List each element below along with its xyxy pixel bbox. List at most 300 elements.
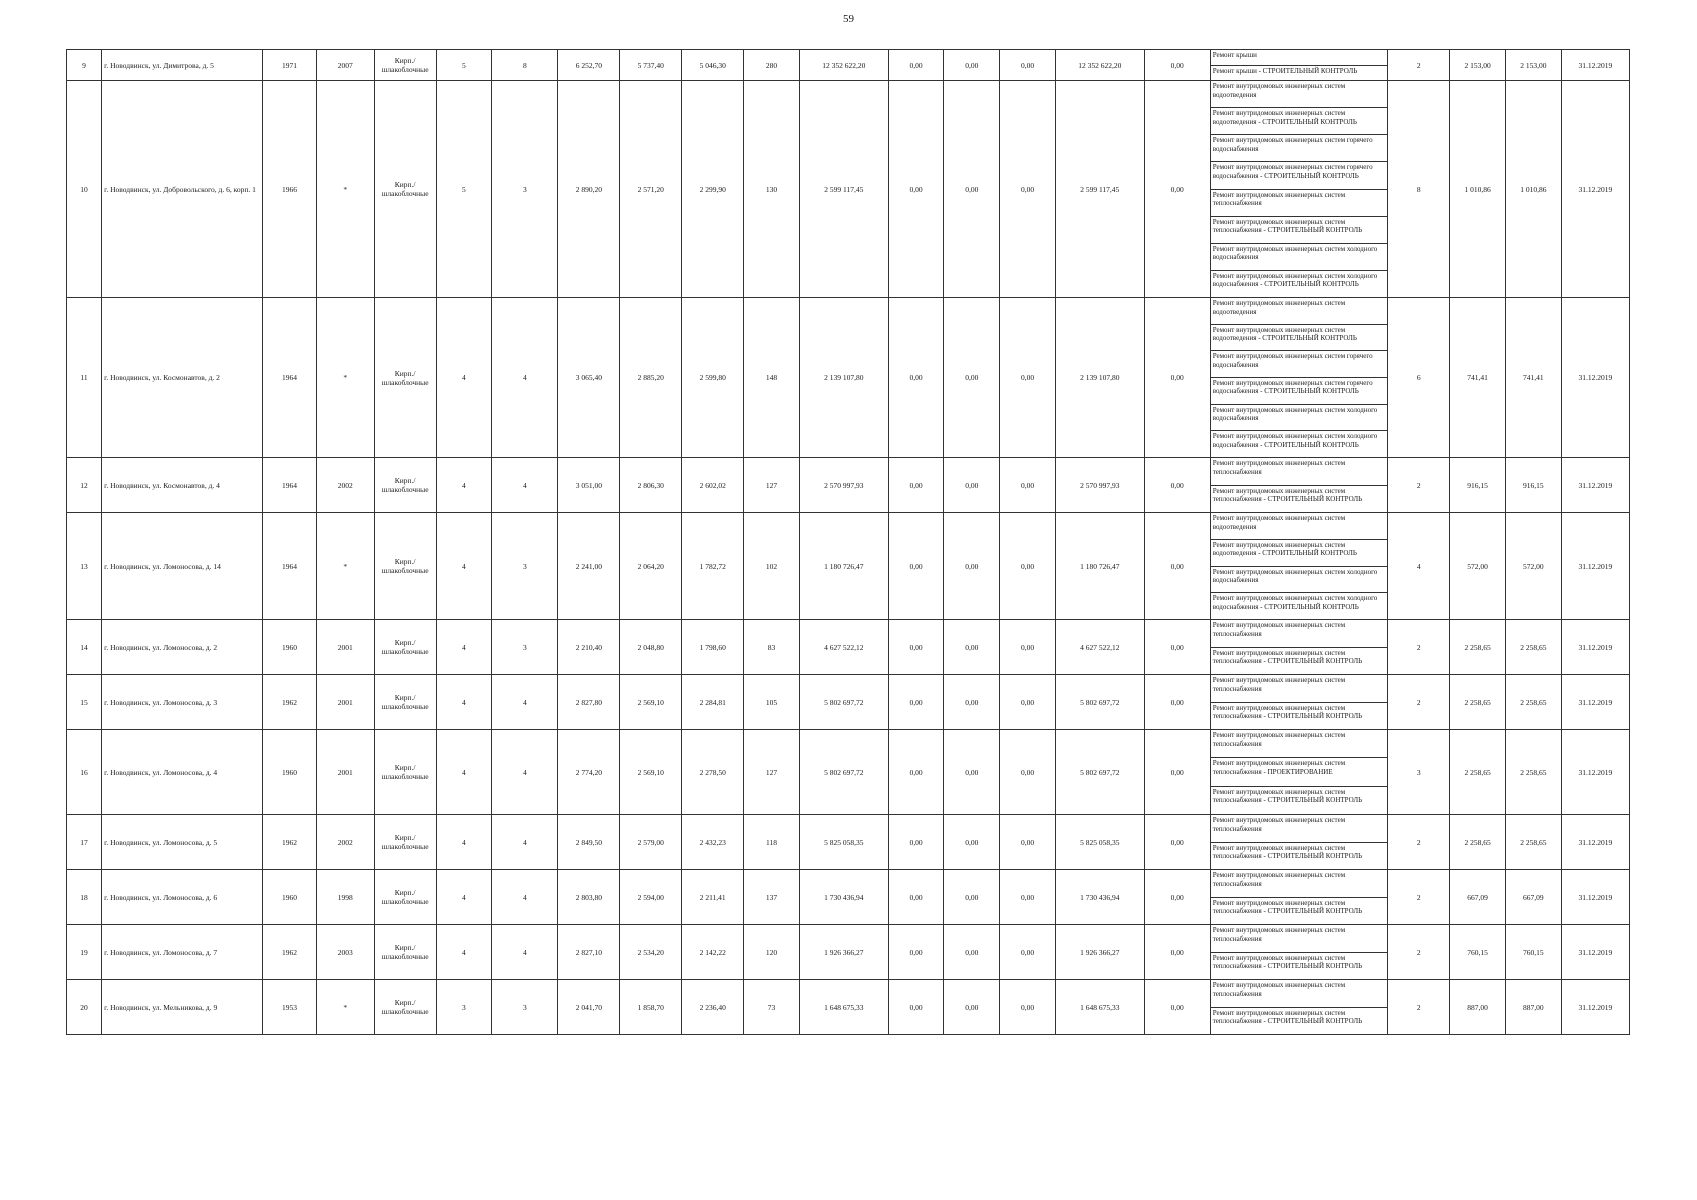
area-living-cell: 2 571,20 [620,81,682,298]
works-count-cell: 2 [1388,925,1450,980]
cost-fund-cell: 0,00 [888,815,944,870]
year-built-cell: 1964 [263,458,317,513]
cost-budget-local-cell: 0,00 [1000,730,1056,815]
deadline-cell: 31.12.2019 [1561,870,1629,925]
cost-budget-region-cell: 0,00 [944,925,1000,980]
work-item: Ремонт внутридомовых инженерных систем водоотведения - СТРОИТЕЛЬНЫЙ КОНТРОЛЬ [1211,540,1388,567]
cost-budget-local-cell: 0,00 [1000,815,1056,870]
row-number: 18 [67,870,102,925]
residents-cell: 102 [744,513,800,620]
area-residential-cell: 2 599,80 [682,298,744,458]
address-cell: г. Новодвинск, ул. Ломоносова, д. 4 [102,730,263,815]
entrances-cell: 4 [492,925,558,980]
work-item: Ремонт внутридомовых инженерных систем горячего водоснабжения [1211,351,1388,378]
wall-material-cell: Кирп./ шлакоблочные [374,980,436,1035]
cost-budget-local-cell: 0,00 [1000,298,1056,458]
year-overhaul-cell: 2003 [316,925,374,980]
unit-cost-cell: 572,00 [1450,513,1506,620]
entrances-cell: 3 [492,513,558,620]
area-total-cell: 2 241,00 [558,513,620,620]
work-item: Ремонт внутридомовых инженерных систем горячего водоснабжения - СТРОИТЕЛЬНЫЙ КОНТРОЛЬ [1211,162,1388,189]
cost-owners-cell: 4 627 522,12 [1055,620,1144,675]
residents-cell: 127 [744,458,800,513]
cost-other-cell: 0,00 [1144,513,1210,620]
area-living-cell: 2 579,00 [620,815,682,870]
address-cell: г. Новодвинск, ул. Мельникова, д. 9 [102,980,263,1035]
works-count-cell: 6 [1388,298,1450,458]
work-item: Ремонт внутридомовых инженерных систем холодного водоснабжения - СТРОИТЕЛЬНЫЙ КОНТРОЛЬ [1212,432,1378,449]
area-living-cell: 2 064,20 [620,513,682,620]
entrances-cell: 4 [492,675,558,730]
cost-fund-cell: 0,00 [888,730,944,815]
cost-budget-local-cell: 0,00 [1000,980,1056,1035]
table-row [67,815,1630,870]
deadline-cell: 31.12.2019 [1561,815,1629,870]
address-cell: г. Новодвинск, ул. Димитрова, д. 5 [102,50,263,81]
entrances-cell: 4 [492,298,558,458]
table-row [67,620,1630,675]
cost-total-cell: 1 730 436,94 [799,870,888,925]
unit-cost-cell: 2 153,00 [1450,50,1506,81]
area-total-cell: 2 890,20 [558,81,620,298]
work-item: Ремонт внутридомовых инженерных систем водоотведения [1211,513,1388,540]
floors-cell: 5 [436,81,492,298]
cost-other-cell: 0,00 [1144,458,1210,513]
residents-cell: 83 [744,620,800,675]
wall-material-cell: Кирп./ шлакоблочные [374,675,436,730]
table-row [67,980,1630,1035]
floors-cell: 4 [436,298,492,458]
work-item: Ремонт внутридомовых инженерных систем теплоснабжения [1211,980,1388,1008]
unit-cost-max-cell: 2 258,65 [1505,815,1561,870]
floors-cell: 5 [436,50,492,81]
works-list-cell [1210,620,1388,675]
year-overhaul-cell: 2002 [316,815,374,870]
cost-fund-cell: 0,00 [888,925,944,980]
cost-budget-local-cell: 0,00 [1000,458,1056,513]
work-item: Ремонт внутридомовых инженерных систем теплоснабжения [1211,815,1388,843]
cost-fund-cell: 0,00 [888,298,944,458]
row-number: 20 [67,980,102,1035]
table-row [67,925,1630,980]
work-item: Ремонт внутридомовых инженерных систем холодного водоснабжения [1211,244,1388,271]
unit-cost-cell: 2 258,65 [1450,675,1506,730]
floors-cell: 3 [436,980,492,1035]
year-built-cell: 1966 [263,81,317,298]
residents-cell: 127 [744,730,800,815]
row-number: 15 [67,675,102,730]
year-overhaul-cell: 1998 [316,870,374,925]
unit-cost-cell: 2 258,65 [1450,815,1506,870]
year-built-cell: 1971 [263,50,317,81]
cost-other-cell: 0,00 [1144,980,1210,1035]
unit-cost-max-cell: 1 010,86 [1505,81,1561,298]
area-total-cell: 2 210,40 [558,620,620,675]
residents-cell: 148 [744,298,800,458]
cost-budget-local-cell: 0,00 [1000,925,1056,980]
cost-budget-local-cell: 0,00 [1000,620,1056,675]
cost-budget-local-cell: 0,00 [1000,675,1056,730]
deadline-cell: 31.12.2019 [1561,458,1629,513]
year-overhaul-cell: 2007 [316,50,374,81]
work-item: Ремонт внутридомовых инженерных систем теплоснабжения [1211,925,1388,953]
year-overhaul-cell: 2001 [316,675,374,730]
cost-fund-cell: 0,00 [888,50,944,81]
area-residential-cell: 1 798,60 [682,620,744,675]
residents-cell: 137 [744,870,800,925]
unit-cost-cell: 741,41 [1450,298,1506,458]
table-row [67,675,1630,730]
address-cell: г. Новодвинск, ул. Ломоносова, д. 7 [102,925,263,980]
area-living-cell: 2 569,10 [620,730,682,815]
work-item: Ремонт внутридомовых инженерных систем теплоснабжения [1211,730,1388,758]
table-row [67,513,1630,620]
cost-total-cell: 1 926 366,27 [799,925,888,980]
cost-total-cell: 12 352 622,20 [799,50,888,81]
row-number: 14 [67,620,102,675]
year-built-cell: 1953 [263,980,317,1035]
year-overhaul-cell: * [316,980,374,1035]
row-number: 11 [67,298,102,458]
deadline-cell: 31.12.2019 [1561,298,1629,458]
row-number: 13 [67,513,102,620]
cost-other-cell: 0,00 [1144,870,1210,925]
wall-material-cell: Кирп./ шлакоблочные [374,730,436,815]
year-overhaul-cell: 2002 [316,458,374,513]
address-cell: г. Новодвинск, ул. Ломоносова, д. 6 [102,870,263,925]
works-list-cell [1210,81,1388,298]
cost-fund-cell: 0,00 [888,81,944,298]
entrances-cell: 4 [492,870,558,925]
deadline-cell: 31.12.2019 [1561,730,1629,815]
cost-fund-cell: 0,00 [888,675,944,730]
cost-owners-cell: 1 926 366,27 [1055,925,1144,980]
year-overhaul-cell: 2001 [316,730,374,815]
wall-material-cell: Кирп./ шлакоблочные [374,620,436,675]
works-list-cell [1210,980,1388,1035]
area-residential-cell: 2 299,90 [682,81,744,298]
deadline-cell: 31.12.2019 [1561,513,1629,620]
work-item: Ремонт внутридомовых инженерных систем теплоснабжения - СТРОИТЕЛЬНЫЙ КОНТРОЛЬ [1212,486,1363,503]
address-cell: г. Новодвинск, ул. Добровольского, д. 6, корп. 1 [102,81,263,298]
cost-budget-region-cell: 0,00 [944,298,1000,458]
unit-cost-cell: 916,15 [1450,458,1506,513]
cost-other-cell: 0,00 [1144,50,1210,81]
address-cell: г. Новодвинск, ул. Космонавтов, д. 4 [102,458,263,513]
area-living-cell: 2 885,20 [620,298,682,458]
work-item: Ремонт внутридомовых инженерных систем теплоснабжения - СТРОИТЕЛЬНЫЙ КОНТРОЛЬ [1212,703,1363,720]
cost-total-cell: 1 648 675,33 [799,980,888,1035]
unit-cost-max-cell: 2 258,65 [1505,620,1561,675]
area-residential-cell: 2 142,22 [682,925,744,980]
cost-budget-local-cell: 0,00 [1000,81,1056,298]
row-number: 12 [67,458,102,513]
address-cell: г. Новодвинск, ул. Ломоносова, д. 14 [102,513,263,620]
cost-other-cell: 0,00 [1144,81,1210,298]
cost-owners-cell: 2 139 107,80 [1055,298,1144,458]
floors-cell: 4 [436,513,492,620]
entrances-cell: 4 [492,730,558,815]
entrances-cell: 4 [492,815,558,870]
cost-total-cell: 4 627 522,12 [799,620,888,675]
cost-other-cell: 0,00 [1144,925,1210,980]
work-item: Ремонт внутридомовых инженерных систем теплоснабжения [1211,620,1388,648]
area-living-cell: 2 594,00 [620,870,682,925]
work-item: Ремонт внутридомовых инженерных систем теплоснабжения - СТРОИТЕЛЬНЫЙ КОНТРОЛЬ [1212,787,1363,805]
wall-material-cell: Кирп./ шлакоблочные [374,81,436,298]
year-built-cell: 1960 [263,870,317,925]
row-number: 17 [67,815,102,870]
year-built-cell: 1964 [263,298,317,458]
floors-cell: 4 [436,925,492,980]
area-total-cell: 2 041,70 [558,980,620,1035]
works-list-cell [1210,458,1388,513]
works-count-cell: 2 [1388,458,1450,513]
entrances-cell: 3 [492,620,558,675]
residents-cell: 120 [744,925,800,980]
floors-cell: 4 [436,870,492,925]
address-cell: г. Новодвинск, ул. Ломоносова, д. 5 [102,815,263,870]
cost-owners-cell: 5 802 697,72 [1055,730,1144,815]
cost-budget-region-cell: 0,00 [944,620,1000,675]
cost-budget-region-cell: 0,00 [944,980,1000,1035]
floors-cell: 4 [436,815,492,870]
work-item: Ремонт внутридомовых инженерных систем теплоснабжения - СТРОИТЕЛЬНЫЙ КОНТРОЛЬ [1211,217,1388,244]
work-item: Ремонт внутридомовых инженерных систем водоотведения - СТРОИТЕЛЬНЫЙ КОНТРОЛЬ [1211,108,1388,135]
cost-owners-cell: 5 825 058,35 [1055,815,1144,870]
residents-cell: 130 [744,81,800,298]
area-residential-cell: 1 782,72 [682,513,744,620]
year-built-cell: 1962 [263,925,317,980]
work-item: Ремонт внутридомовых инженерных систем теплоснабжения [1211,458,1388,486]
cost-budget-region-cell: 0,00 [944,81,1000,298]
works-list-cell [1210,815,1388,870]
unit-cost-max-cell: 572,00 [1505,513,1561,620]
year-overhaul-cell: * [316,513,374,620]
area-living-cell: 2 806,30 [620,458,682,513]
address-cell: г. Новодвинск, ул. Ломоносова, д. 3 [102,675,263,730]
cost-other-cell: 0,00 [1144,298,1210,458]
works-list-cell [1210,925,1388,980]
year-built-cell: 1964 [263,513,317,620]
unit-cost-cell: 1 010,86 [1450,81,1506,298]
table-row [67,458,1630,513]
work-item: Ремонт внутридомовых инженерных систем теплоснабжения - СТРОИТЕЛЬНЫЙ КОНТРОЛЬ [1212,648,1363,665]
work-item: Ремонт внутридомовых инженерных систем теплоснабжения - СТРОИТЕЛЬНЫЙ КОНТРОЛЬ [1212,898,1363,915]
capital-repair-table [66,49,1630,1035]
works-list-cell [1210,730,1388,815]
cost-total-cell: 1 180 726,47 [799,513,888,620]
cost-total-cell: 2 570 997,93 [799,458,888,513]
wall-material-cell: Кирп./ шлакоблочные [374,815,436,870]
area-total-cell: 2 827,10 [558,925,620,980]
area-residential-cell: 2 284,81 [682,675,744,730]
unit-cost-cell: 760,15 [1450,925,1506,980]
area-living-cell: 1 858,70 [620,980,682,1035]
work-item: Ремонт внутридомовых инженерных систем холодного водоснабжения [1211,567,1388,594]
work-item: Ремонт внутридомовых инженерных систем горячего водоснабжения [1211,135,1388,162]
floors-cell: 4 [436,730,492,815]
year-overhaul-cell: * [316,81,374,298]
cost-budget-region-cell: 0,00 [944,50,1000,81]
area-living-cell: 5 737,40 [620,50,682,81]
area-residential-cell: 5 046,30 [682,50,744,81]
cost-owners-cell: 2 570 997,93 [1055,458,1144,513]
cost-budget-region-cell: 0,00 [944,870,1000,925]
cost-owners-cell: 1 180 726,47 [1055,513,1144,620]
cost-budget-region-cell: 0,00 [944,675,1000,730]
address-cell: г. Новодвинск, ул. Ломоносова, д. 2 [102,620,263,675]
area-residential-cell: 2 211,41 [682,870,744,925]
works-list-cell [1210,675,1388,730]
work-item: Ремонт внутридомовых инженерных систем водоотведения [1211,81,1388,108]
deadline-cell: 31.12.2019 [1561,980,1629,1035]
work-item: Ремонт внутридомовых инженерных систем теплоснабжения - СТРОИТЕЛЬНЫЙ КОНТРОЛЬ [1212,1008,1363,1025]
floors-cell: 4 [436,675,492,730]
work-item: Ремонт внутридомовых инженерных систем холодного водоснабжения - СТРОИТЕЛЬНЫЙ КОНТРОЛЬ [1212,271,1378,289]
year-built-cell: 1962 [263,675,317,730]
row-number: 9 [67,50,102,81]
work-item: Ремонт внутридомовых инженерных систем холодного водоснабжения - СТРОИТЕЛЬНЫЙ КОНТРОЛЬ [1212,594,1378,611]
works-count-cell: 2 [1388,870,1450,925]
page-number: 59 [843,13,854,25]
works-count-cell: 2 [1388,50,1450,81]
cost-other-cell: 0,00 [1144,730,1210,815]
cost-total-cell: 2 139 107,80 [799,298,888,458]
works-list-cell [1210,298,1388,458]
cost-fund-cell: 0,00 [888,513,944,620]
cost-budget-local-cell: 0,00 [1000,870,1056,925]
wall-material-cell: Кирп./ шлакоблочные [374,298,436,458]
cost-owners-cell: 1 730 436,94 [1055,870,1144,925]
year-overhaul-cell: 2001 [316,620,374,675]
area-residential-cell: 2 432,23 [682,815,744,870]
wall-material-cell: Кирп./ шлакоблочные [374,458,436,513]
work-item: Ремонт внутридомовых инженерных систем теплоснабжения [1211,190,1388,217]
row-number: 16 [67,730,102,815]
work-item: Ремонт внутридомовых инженерных систем теплоснабжения - СТРОИТЕЛЬНЫЙ КОНТРОЛЬ [1212,953,1363,970]
year-built-cell: 1962 [263,815,317,870]
year-overhaul-cell: * [316,298,374,458]
wall-material-cell: Кирп./ шлакоблочные [374,870,436,925]
area-living-cell: 2 534,20 [620,925,682,980]
deadline-cell: 31.12.2019 [1561,620,1629,675]
residents-cell: 73 [744,980,800,1035]
works-count-cell: 2 [1388,815,1450,870]
cost-total-cell: 5 825 058,35 [799,815,888,870]
entrances-cell: 3 [492,980,558,1035]
residents-cell: 118 [744,815,800,870]
table-row [67,81,1630,298]
area-residential-cell: 2 236,40 [682,980,744,1035]
works-count-cell: 4 [1388,513,1450,620]
row-number: 19 [67,925,102,980]
table-row [67,298,1630,458]
cost-other-cell: 0,00 [1144,815,1210,870]
works-count-cell: 2 [1388,620,1450,675]
work-item: Ремонт крыши [1211,50,1388,66]
entrances-cell: 8 [492,50,558,81]
table-row [67,50,1630,81]
work-item: Ремонт внутридомовых инженерных систем теплоснабжения - ПРОЕКТИРОВАНИЕ [1211,758,1388,786]
works-list-cell [1210,50,1388,81]
entrances-cell: 3 [492,81,558,298]
entrances-cell: 4 [492,458,558,513]
cost-fund-cell: 0,00 [888,870,944,925]
cost-budget-local-cell: 0,00 [1000,50,1056,81]
unit-cost-max-cell: 2 153,00 [1505,50,1561,81]
cost-fund-cell: 0,00 [888,620,944,675]
works-count-cell: 2 [1388,980,1450,1035]
wall-material-cell: Кирп./ шлакоблочные [374,513,436,620]
work-item: Ремонт внутридомовых инженерных систем водоотведения - СТРОИТЕЛЬНЫЙ КОНТРОЛЬ [1211,325,1388,352]
cost-budget-region-cell: 0,00 [944,730,1000,815]
deadline-cell: 31.12.2019 [1561,81,1629,298]
area-total-cell: 2 827,80 [558,675,620,730]
works-count-cell: 8 [1388,81,1450,298]
cost-owners-cell: 5 802 697,72 [1055,675,1144,730]
year-built-cell: 1960 [263,620,317,675]
cost-budget-region-cell: 0,00 [944,815,1000,870]
works-list-cell [1210,870,1388,925]
cost-budget-local-cell: 0,00 [1000,513,1056,620]
area-total-cell: 3 051,00 [558,458,620,513]
cost-total-cell: 5 802 697,72 [799,675,888,730]
works-count-cell: 2 [1388,675,1450,730]
unit-cost-max-cell: 667,09 [1505,870,1561,925]
table-body [67,50,1630,1035]
unit-cost-max-cell: 2 258,65 [1505,675,1561,730]
work-item: Ремонт крыши - СТРОИТЕЛЬНЫЙ КОНТРОЛЬ [1212,66,1358,75]
residents-cell: 105 [744,675,800,730]
floors-cell: 4 [436,458,492,513]
area-total-cell: 3 065,40 [558,298,620,458]
area-living-cell: 2 569,10 [620,675,682,730]
unit-cost-max-cell: 760,15 [1505,925,1561,980]
unit-cost-cell: 2 258,65 [1450,620,1506,675]
deadline-cell: 31.12.2019 [1561,925,1629,980]
work-item: Ремонт внутридомовых инженерных систем теплоснабжения [1211,675,1388,703]
wall-material-cell: Кирп./ шлакоблочные [374,50,436,81]
work-item: Ремонт внутридомовых инженерных систем теплоснабжения [1211,870,1388,898]
cost-other-cell: 0,00 [1144,620,1210,675]
table-row [67,870,1630,925]
work-item: Ремонт внутридомовых инженерных систем водоотведения [1211,298,1388,325]
area-total-cell: 2 849,50 [558,815,620,870]
unit-cost-max-cell: 2 258,65 [1505,730,1561,815]
cost-total-cell: 5 802 697,72 [799,730,888,815]
residents-cell: 280 [744,50,800,81]
area-living-cell: 2 048,80 [620,620,682,675]
area-residential-cell: 2 602,02 [682,458,744,513]
cost-budget-region-cell: 0,00 [944,513,1000,620]
cost-fund-cell: 0,00 [888,458,944,513]
unit-cost-max-cell: 741,41 [1505,298,1561,458]
floors-cell: 4 [436,620,492,675]
year-built-cell: 1960 [263,730,317,815]
cost-owners-cell: 1 648 675,33 [1055,980,1144,1035]
work-item: Ремонт внутридомовых инженерных систем теплоснабжения - СТРОИТЕЛЬНЫЙ КОНТРОЛЬ [1212,843,1363,860]
deadline-cell: 31.12.2019 [1561,675,1629,730]
table-row [67,730,1630,815]
cost-owners-cell: 12 352 622,20 [1055,50,1144,81]
cost-owners-cell: 2 599 117,45 [1055,81,1144,298]
unit-cost-max-cell: 916,15 [1505,458,1561,513]
row-number: 10 [67,81,102,298]
works-list-cell [1210,513,1388,620]
area-residential-cell: 2 278,50 [682,730,744,815]
cost-budget-region-cell: 0,00 [944,458,1000,513]
